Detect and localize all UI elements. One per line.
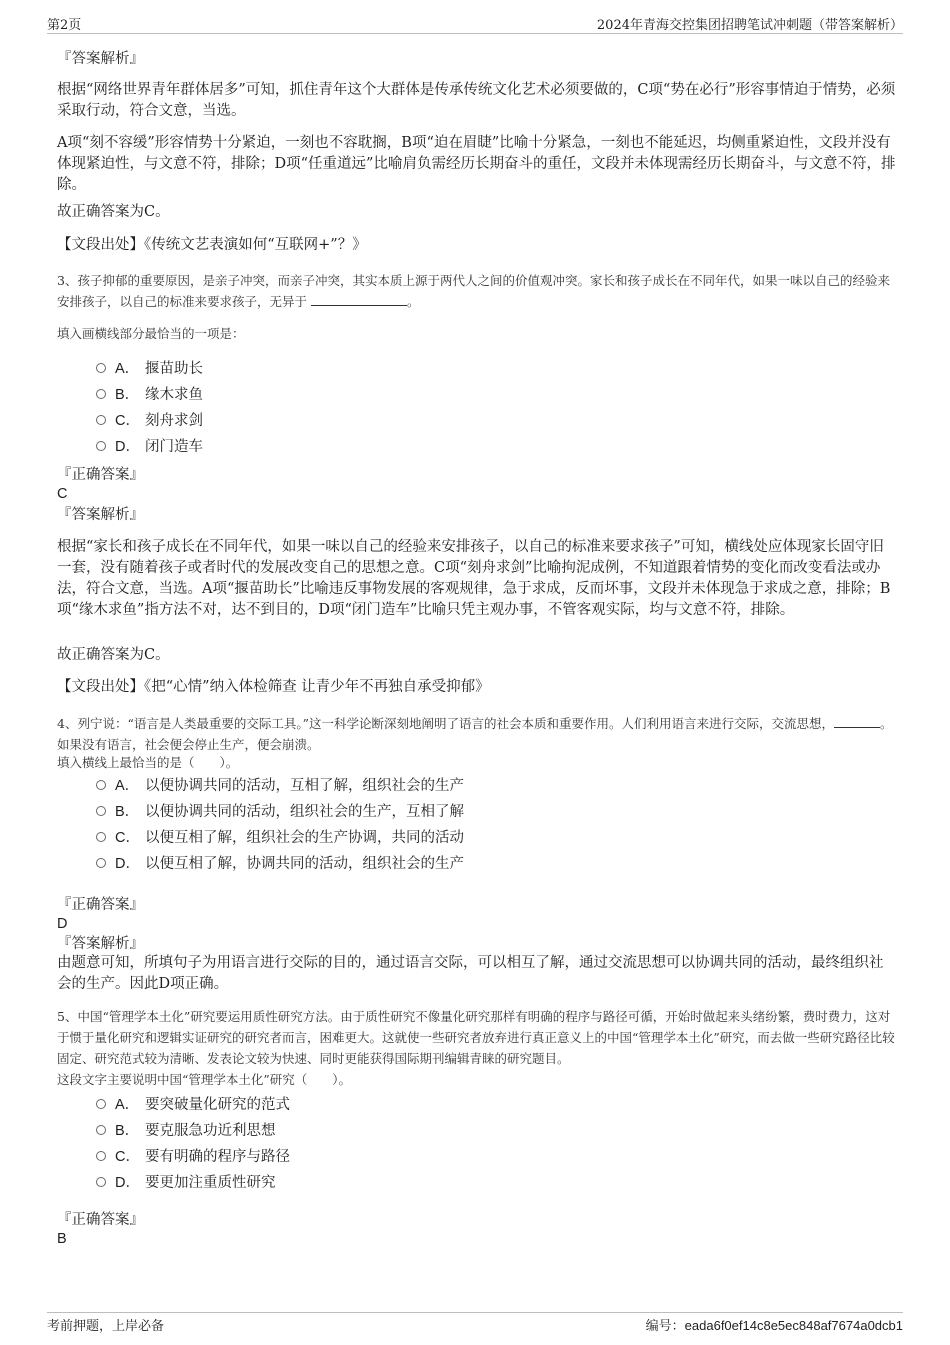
q5-option-a[interactable]: A． 要突破量化研究的范式 (96, 1095, 290, 1115)
q4-stem (57, 713, 897, 755)
q3-analysis: 根据“家长和孩子成长在不同年代，如果一味以自己的经验来安排孩子，以自己的标准来要求孩子”可知，横线处应体现家长固守旧一套，没有随着孩子或者时代的发展改变自己的思想之意。C项“刻舟求剑”比喻拘泥成例，不知道跟着情势的变化而改变看法或办法，符合文意，当选。A项“揠苗助长”比喻违反事物发展的客观规律，急于求成，反而坏事，文段并未体现急于求成之意，排除；B项“缘木求鱼”指方法不对，达不到目的，D项“闭门造车”比喻只凭主观办事，不管客观实际，均与文意不符，排除。 (57, 539, 891, 618)
q4-option-a[interactable]: A． 以便协调共同的活动，互相了解，组织社会的生产 (96, 776, 464, 796)
radio-icon[interactable] (96, 363, 106, 373)
q3-correct-label: 『正确答案』 (57, 467, 144, 483)
q2-analysis-p1: 根据“网络世界青年群体居多”可知，抓住青年这个大群体是传承传统文化艺术必须要做的，C项“势在必行”形容事情迫于情势，必须采取行动，符合文意，当选。 (57, 82, 896, 119)
radio-icon[interactable] (96, 415, 106, 425)
q2-analysis-p2: A项“刻不容缓”形容情势十分紧迫，一刻也不容耽搁，B项“迫在眉睫”比喻十分紧急，一刻也不能延迟，均侧重紧迫性，文段并没有体现紧迫性，与文意不符，排除；D项“任重道远”比喻肩负需经历长期奋斗的重任，文段并未体现需经历长期奋斗，与文意不符，排除。 (57, 135, 896, 193)
radio-icon[interactable] (96, 441, 106, 451)
radio-icon[interactable] (96, 1125, 106, 1135)
q4-correct-label: 『正确答案』 (57, 897, 144, 913)
radio-icon[interactable] (96, 832, 106, 842)
q3-prompt: 填入画横线部分最恰当的一项是： (57, 326, 245, 341)
radio-icon[interactable] (96, 1099, 106, 1109)
q3-conclusion: 故正确答案为C。 (57, 647, 170, 663)
q5-correct-label: 『正确答案』 (57, 1212, 144, 1228)
q3-option-a[interactable]: A． 揠苗助长 (96, 359, 203, 379)
q4-option-c[interactable]: C． 以便互相了解，组织社会的生产协调，共同的活动 (96, 828, 464, 848)
q5-option-c[interactable]: C． 要有明确的程序与路径 (96, 1147, 290, 1167)
q3-stem (57, 270, 897, 312)
q4-stem-text: 4、列宁说：“语言是人类最重要的交际工具。”这一科学论断深刻地阐明了语言的社会本质和重要作用。人们利用语言来进行交际，交流思想， (57, 716, 834, 731)
q4-stem-end: 。如果没有语言，社会便会停止生产，便会崩溃。 (57, 716, 893, 752)
q4-option-d[interactable]: D． 以便互相了解，协调共同的活动，组织社会的生产 (96, 854, 464, 874)
page-number: 第2页 (47, 18, 82, 33)
q4-prompt: 填入横线上最恰当的是（ ）。 (57, 755, 239, 770)
q2-analysis-label: 『答案解析』 (57, 51, 144, 67)
q3-stem-end: 。 (407, 294, 420, 309)
q3-stem-text: 3、孩子抑郁的重要原因，是亲子冲突，而亲子冲突，其实本质上源于两代人之间的价值观冲突。家长和孩子成长在不同年代，如果一味以自己的经验来安排孩子，以自己的标准来要求孩子，无异于 (57, 273, 890, 309)
document-title: 2024年青海交控集团招聘笔试冲刺题（带答案解析） (596, 18, 903, 33)
q4-analysis-label: 『答案解析』 (57, 936, 144, 952)
code-value: eada6f0ef14c8e5ec848af7674a0dcb1 (684, 1318, 903, 1333)
q4-answer: D (57, 916, 68, 932)
footer-slogan: 考前押题，上岸必备 (47, 1319, 165, 1334)
radio-icon[interactable] (96, 806, 106, 816)
q3-answer: C (57, 486, 68, 502)
q5-option-b[interactable]: B． 要克服急功近利思想 (96, 1121, 276, 1141)
q5-prompt: 这段文字主要说明中国“管理学本土化”研究（ ）。 (57, 1072, 352, 1087)
q4-blank (834, 715, 880, 728)
code-label: 编号： (645, 1319, 685, 1334)
q3-option-c[interactable]: C． 刻舟求剑 (96, 411, 203, 431)
q3-source: 【文段出处】《把“心情”纳入体检筛查 让青少年不再独自承受抑郁》 (57, 679, 490, 695)
document-code (646, 1315, 903, 1334)
q3-option-b[interactable]: B． 缘木求鱼 (96, 385, 203, 405)
page-header (47, 14, 903, 34)
q4-option-b[interactable]: B． 以便协调共同的活动，组织社会的生产，互相了解 (96, 802, 464, 822)
radio-icon[interactable] (96, 1151, 106, 1161)
q3-option-d[interactable]: D． 闭门造车 (96, 437, 203, 457)
radio-icon[interactable] (96, 1177, 106, 1187)
q5-answer: B (57, 1231, 67, 1247)
q3-blank (311, 293, 407, 306)
q5-option-d[interactable]: D． 要更加注重质性研究 (96, 1173, 276, 1193)
q5-stem: 5、中国“管理学本土化”研究要运用质性研究方法。由于质性研究不像量化研究那样有明确的程序与路径可循，开始时做起来头绪纷繁，费时费力，这对于惯于量化研究和逻辑实证研究的研究者而言，困难更大。这就使一些研究者放弃进行真正意义上的中国“管理学本土化”研究，而去做一些研究路径比较固定、研究范式较为清晰、发表论文较为快速、同时更能获得国际期刊编辑青睐的研究题目。 (57, 1009, 895, 1066)
q2-conclusion: 故正确答案为C。 (57, 204, 170, 220)
q3-analysis-label: 『答案解析』 (57, 507, 144, 523)
q4-analysis: 由题意可知，所填句子为用语言进行交际的目的，通过语言交际，可以相互了解，通过交流思想可以协调共同的活动，最终组织社会的生产。因此D项正确。 (57, 955, 884, 992)
q2-source: 【文段出处】《传统文艺表演如何“互联网+”？》 (57, 237, 367, 253)
radio-icon[interactable] (96, 389, 106, 399)
radio-icon[interactable] (96, 858, 106, 868)
radio-icon[interactable] (96, 780, 106, 790)
page-footer (47, 1312, 903, 1335)
